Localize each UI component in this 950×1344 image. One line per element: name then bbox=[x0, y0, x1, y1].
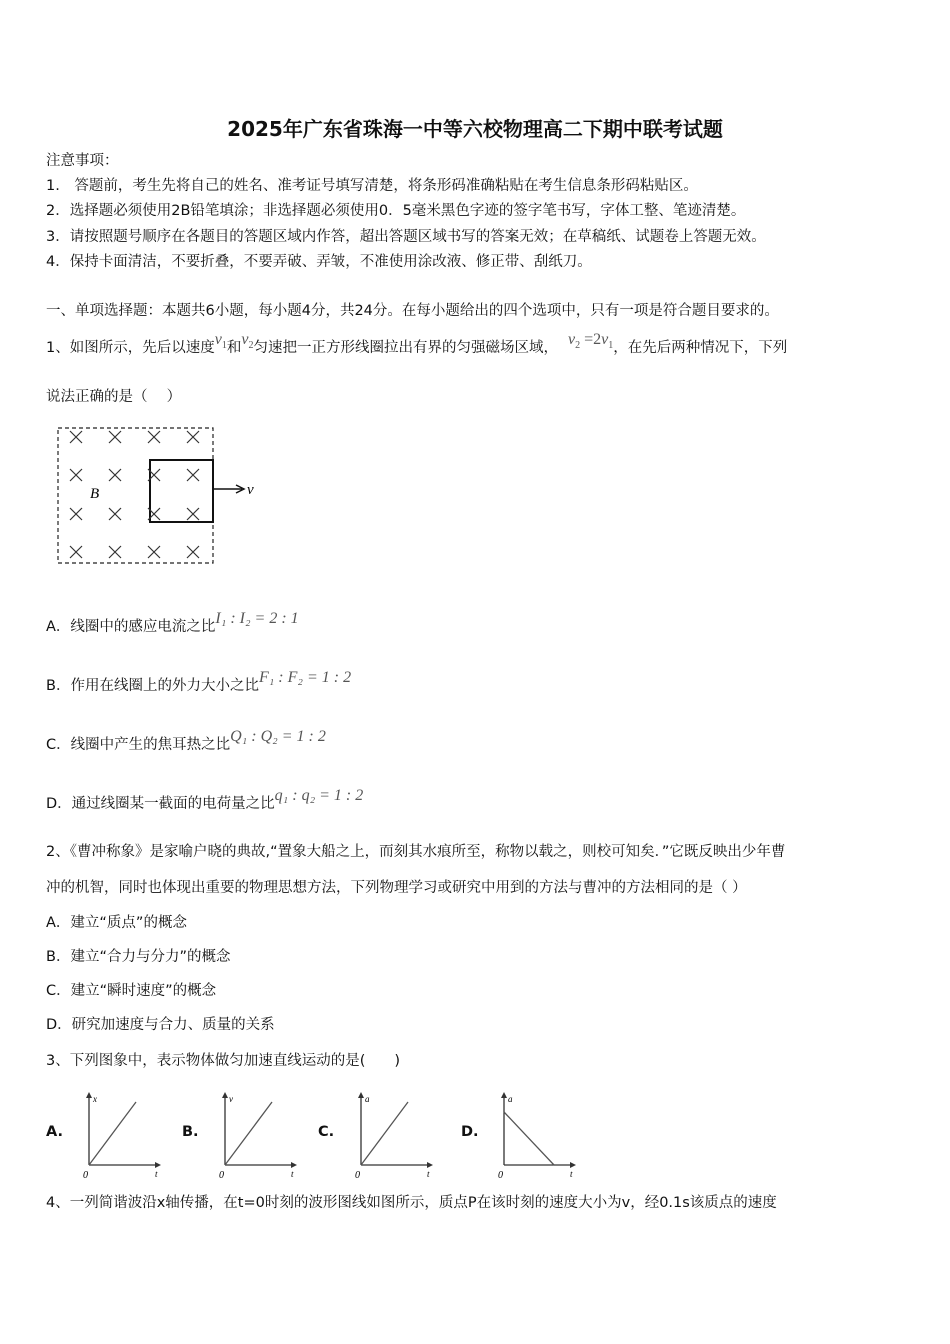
field-cross-icon bbox=[109, 546, 121, 558]
field-cross-icon bbox=[109, 508, 121, 520]
v1-math: $v_1$ bbox=[214, 331, 227, 352]
velocity-label: v bbox=[247, 482, 254, 498]
x-axis-label: t bbox=[155, 1169, 158, 1179]
x-axis-label: t bbox=[291, 1169, 294, 1179]
field-cross-icon bbox=[109, 469, 121, 481]
field-cross-icon bbox=[70, 546, 82, 558]
notice-item: 2．选择题必须使用2B铅笔填涂；非选择题必须使用0．5毫米黑色字迹的签字笔书写，字体工整、笔迹清楚。 bbox=[46, 203, 746, 219]
q3-option-label: C. bbox=[318, 1124, 335, 1140]
notice-item: 3．请按照题号顺序在各题目的答题区域内作答，超出答题区域书写的答案无效；在草稿纸、试题卷上答题无效。 bbox=[46, 229, 766, 245]
notice-item: 1. 答题前，考生先将自己的姓名、准考证号填写清楚，将条形码准确粘贴在考生信息条形码粘贴区。 bbox=[46, 178, 698, 194]
q3-option-label: A. bbox=[46, 1124, 63, 1140]
origin-label: 0 bbox=[219, 1170, 224, 1180]
y-axis-label: a bbox=[365, 1094, 370, 1104]
notice-heading: 注意事项： bbox=[46, 153, 119, 169]
q1-option-a: A．线圈中的感应电流之比I₁ : I₂ = 2 : 1 bbox=[46, 610, 299, 635]
v2-math: $v_2$ bbox=[241, 331, 254, 352]
q3-graph bbox=[496, 1090, 586, 1180]
notice-item: 4．保持卡面清洁，不要折叠，不要弄破、弄皱，不准使用涂改液、修正带、刮纸刀。 bbox=[46, 254, 592, 270]
q2-stem-line2: 冲的机智，同时也体现出重要的物理思想方法，下列物理学习或研究中用到的方法与曹冲的方法相同的是（ ） bbox=[46, 880, 747, 896]
q2-option-b: B．建立“合力与分力”的概念 bbox=[46, 949, 231, 965]
section-heading: 一、单项选择题：本题共6小题，每小题4分，共24分。在每小题给出的四个选项中，只有一项是符合题目要求的。 bbox=[46, 303, 779, 319]
v-relation-math: $v_2 =2v_1$ bbox=[567, 331, 614, 352]
q1-text: ，在先后两种情况下，下列 bbox=[613, 340, 788, 356]
q1-option-c: C．线圈中产生的焦耳热之比Q₁ : Q₂ = 1 : 2 bbox=[46, 728, 326, 753]
q1-option-b: B．作用在线圈上的外力大小之比F₁ : F₂ = 1 : 2 bbox=[46, 669, 352, 694]
origin-label: 0 bbox=[83, 1170, 88, 1180]
page-title: 2025年广东省珠海一中等六校物理高二下期中联考试题 bbox=[227, 117, 723, 141]
field-cross-icon bbox=[148, 546, 160, 558]
q3-option-label: B. bbox=[182, 1124, 199, 1140]
q3-stem: 3、下列图象中，表示物体做匀加速直线运动的是( ) bbox=[46, 1053, 401, 1069]
field-cross-icon bbox=[187, 508, 199, 520]
field-cross-icon bbox=[70, 508, 82, 520]
field-cross-icon bbox=[70, 469, 82, 481]
y-axis-label: a bbox=[508, 1094, 513, 1104]
field-cross-icon bbox=[187, 431, 199, 443]
field-cross-icon bbox=[70, 431, 82, 443]
field-cross-icon bbox=[187, 546, 199, 558]
origin-label: 0 bbox=[355, 1170, 360, 1180]
origin-label: 0 bbox=[498, 1170, 503, 1180]
q1-option-d: D．通过线圈某一截面的电荷量之比q₁ : q₂ = 1 : 2 bbox=[46, 787, 364, 812]
q2-option-a: A．建立“质点”的概念 bbox=[46, 915, 187, 931]
q3-graph bbox=[81, 1090, 171, 1180]
q1-stem-line2: 说法正确的是（ ） bbox=[46, 389, 182, 405]
field-label: B bbox=[90, 486, 100, 502]
q3-graph bbox=[217, 1090, 307, 1180]
q3-graph bbox=[353, 1090, 443, 1180]
q2-stem: 2、《曹冲称象》是家喻户晓的典故,“置象大船之上，而刻其水痕所至，称物以载之，则校可知矣．”它既反映出少年曹 bbox=[46, 844, 786, 860]
y-axis-label: x bbox=[93, 1094, 97, 1104]
q1-text: 匀速把一正方形线圈拉出有界的匀强磁场区域， bbox=[253, 340, 558, 356]
q2-option-c: C．建立“瞬时速度”的概念 bbox=[46, 983, 217, 999]
q3-option-label: D. bbox=[461, 1124, 479, 1140]
magnetic-field-figure bbox=[50, 420, 270, 572]
field-cross-icon bbox=[187, 469, 199, 481]
x-axis-label: t bbox=[570, 1169, 573, 1179]
q1-text: 和 bbox=[226, 340, 242, 356]
x-axis-label: t bbox=[427, 1169, 430, 1179]
q1-stem bbox=[46, 331, 788, 364]
q1-text: 1、如图所示，先后以速度 bbox=[46, 340, 215, 356]
q4-stem: 4、一列简谐波沿x轴传播，在t=0时刻的波形图线如图所示，质点P在该时刻的速度大小为v，经0.1s该质点的速度 bbox=[46, 1195, 777, 1211]
field-cross-icon bbox=[148, 431, 160, 443]
y-axis-label: v bbox=[229, 1094, 233, 1104]
q2-option-d: D．研究加速度与合力、质量的关系 bbox=[46, 1017, 275, 1033]
field-cross-icon bbox=[109, 431, 121, 443]
